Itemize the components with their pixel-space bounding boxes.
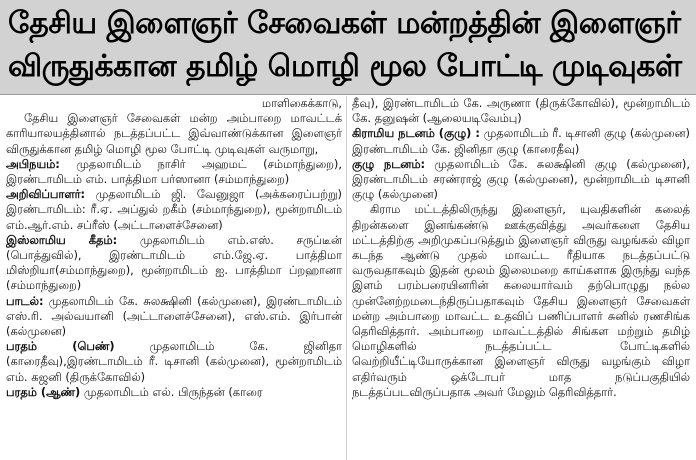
right-column [352, 96, 690, 400]
continued-results: தீவு), இரண்டாமிடம் கே. அருணா (திருக்கோவில்), மூன்றாமிடம் கே. தனுஷன் (ஆலையடிவேம்பு) [352, 96, 690, 126]
category-label: பரதம் (பெண்) [6, 339, 115, 354]
result-announcer [6, 187, 342, 233]
headline-line-1: தேசிய இளைஞர் சேவைகள் மன்றத்தின் இளைஞர் [8, 6, 681, 41]
category-label: அறிவிப்பாளர்: [6, 187, 86, 202]
category-results: முதலாமிடம் கே. ஜினிதா (காரைதீவு),இரண்டாமிடம் ரீ. டிசானி (கல்முனை), மூன்றாமிடம் எம். கஜனி (திருக்கோவில்) [6, 339, 342, 384]
left-column [6, 96, 342, 400]
closing-paragraph: கிராம மட்டத்திலிருந்து இளைஞர், யுவதிகளின் கலைத் திறன்களை இனங்கண்டு ஊக்குவித்து அவர்களை தேசிய மட்டத்திற்கு அறிமுகப்படுத்தும் இளைஞர் விருது வழங்கல் விழா கடந்த ஆண்டு முதல் மாவட்ட ரீதியாக நடத்தப்பட்டு வருவதாகவும் இதன் மூலம் இலைமறை காய்களாக இருந்து வந்த இளம் பரம்பரையினரின் கலையார்வம் தற்பொழுது நல்ல முன்னேற்றமடைந்திருப்பதாகவும் தேசிய இளைஞர் சேவைகள் மன்ற அம்பாறை மாவட்ட உதவிப் பணிப்பாளர் சுனில் ரணசிங்க தெரிவித்தார். அம்பாறை மாவட்டத்தில் சிங்கள மற்றும் தமிழ் மொழிகளில் நடத்தப்பட்ட போட்டிகளில் வெற்றியீட்டியோருக்கான இளைஞர் விருது வழங்கும் விழா எதிர்வரும் ஒக்டோபர் மாத நடுப்பகுதியில் நடத்தப்படவிருப்பதாக அவர் மேலும் தெரிவித்தார். [352, 202, 690, 399]
category-label: பரதம் (ஆண்) [6, 384, 81, 399]
category-results: முதலாமிடம் ரீ. டிசானி குழு (கல்முனை) இரண்டாமிடம் கே. ஜினிதா குழு (காரைதீவு) [352, 126, 690, 156]
category-results: முதலாமிடம் எம்.எஸ். சருப்டீன் (பொத்துவில்), இரண்டாமிடம் எம்.ஜே.ஏ. பாத்திமா மிஸ்றியா(சம்மாந்துறை), மூன்றாமிடம் ஐ. பாத்திமா ப்றஹானா (சம்மாந்துறை) [6, 232, 342, 293]
category-results: முதலாமிடம் கே. சுலக்ஷினி (கல்முனை), இரண்டாமிடம் எஸ்.ரி. அல்வயானி (அட்டாளைச்சேனை), எஸ்.எம். இர்பான் (கல்முனை) [6, 293, 342, 339]
category-results: முதலாமிடம் எல். பிருந்தன் (காரை [80, 384, 263, 399]
headline-line-2: விருதுக்கான தமிழ் மொழி மூல போட்டி முடிவுகள் [8, 49, 682, 84]
column-divider [346, 96, 347, 460]
category-label: அபிநயம்: [6, 156, 60, 171]
dateline-place: மாளிகைக்காடு, [261, 96, 342, 110]
headline-banner [0, 0, 696, 95]
result-group-dance [352, 157, 690, 203]
category-results: முதலாமிடம் நாசிர் அஹமட் (சம்மாந்துறை), இரண்டாமிடம் எம். பாத்திமா பர்ஸானா (சம்மாந்துறை) [6, 156, 342, 187]
category-results: முதலாமிடம் கே. சுலக்ஷினி குழு (கல்முனை), இரண்டாமிடம் சரண்ராஜ் குழு (கல்முனை), மூன்றாமிடம் டிசானி குழு (கல்முனை) [352, 156, 690, 202]
category-results: முதலாமிடம் ஜி. வேனுஜா (அக்கரைப்பற்று) இரண்டாமிடம்: ரீ.ஏ. அப்துல் றகீம் (சம்மாந்துறை), மூன்றாமிடம் எம்.ஆர்.எம். சப்ரீஸ் (அட்டாளைச்சேனை) [6, 187, 342, 232]
result-folk-dance-group [352, 126, 690, 156]
category-label: கிராமிய நடனம் (குழு) : [352, 126, 480, 141]
result-bharatham-female [6, 339, 342, 385]
intro-paragraph: தேசிய இளைஞர் சேவைகள் மன்ற அம்பாறை மாவட்டக் காரியாலயத்தினால் நடத்தப்பட்ட இவ்வாண்டுக்கான இளைஞர் விருதுக்கான தமிழ் மொழி மூல போட்டி முடிவுகள் வருமாறு, [6, 111, 342, 156]
result-abhinayam [6, 157, 342, 187]
result-song [6, 294, 342, 340]
result-islamic-song [6, 233, 342, 294]
category-label: குழு நடனம்: [352, 156, 426, 171]
category-label: பாடல்: [6, 293, 44, 308]
category-label: இஸ்லாமிய கீதம்: [6, 232, 118, 247]
result-bharatham-male [6, 385, 342, 400]
